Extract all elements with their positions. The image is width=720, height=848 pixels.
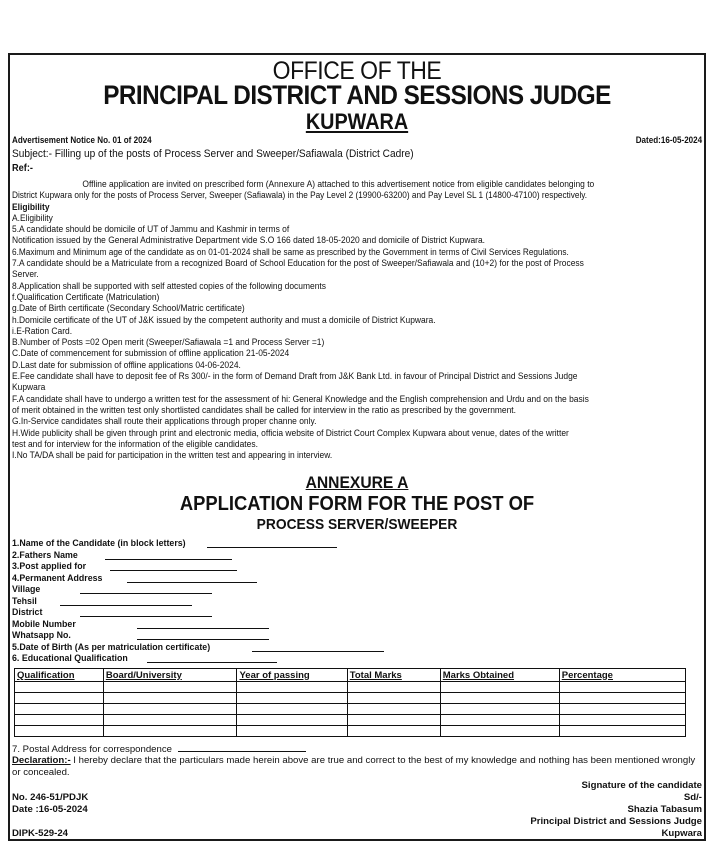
dipk-number: DIPK-529-24 <box>12 828 68 839</box>
notice-body-line: District Kupwara only for the posts of Process Server, Sweeper (Safiawala) in the Pay Level 2 (19900-63200) and Pay Level SL 1 (14800-47100) respectively. <box>12 190 588 202</box>
education-table <box>14 668 686 737</box>
notice-body-line: B.Number of Posts =02 Open merit (Sweeper/Safiawala =1 and Process Server =1) <box>12 337 325 349</box>
table-header-cell: Year of passing <box>237 669 347 682</box>
table-cell[interactable] <box>347 726 440 737</box>
table-row <box>15 704 686 715</box>
sd-mark: Sd/- <box>683 792 702 803</box>
table-cell[interactable] <box>440 682 559 693</box>
postal-address-field[interactable] <box>12 744 306 755</box>
form-field-label: Village <box>12 584 41 595</box>
declaration-label: Declaration:- <box>12 755 71 766</box>
form-field-label: Tehsil <box>12 595 37 607</box>
form-field-blank-line[interactable] <box>60 605 192 606</box>
table-row <box>15 682 686 693</box>
notice-date: Dated:16-05-2024 <box>635 135 702 146</box>
table-cell[interactable] <box>237 693 347 704</box>
notice-body-line: Offline application are invited on prescribed form (Annexure A) attached to this advertisement notice from eligible candidates belonging to <box>82 179 595 190</box>
table-cell[interactable] <box>559 693 685 704</box>
table-cell[interactable] <box>347 715 440 726</box>
table-header-cell: Marks Obtained <box>440 669 559 682</box>
declaration-text: I hereby declare that the particulars made herein above are true and correct to the best of my knowledge and nothing has been mentioned wrongly or concealed. <box>12 755 696 778</box>
officer-title: Principal District and Sessions Judge <box>530 816 702 827</box>
notice-body-line: G.In-Service candidates shall route their applications through proper channe only. <box>12 416 317 428</box>
notice-subject: Subject:- Filling up of the posts of Process Server and Sweeper/Safiawala (District Cadre) <box>12 148 414 160</box>
form-field-blank-line[interactable] <box>80 593 212 594</box>
reference-date: Date :16-05-2024 <box>12 804 88 815</box>
reference-number: No. 246-51/PDJK <box>12 792 89 803</box>
officer-name: Shazia Tabasum <box>627 804 702 815</box>
declaration <box>12 755 702 778</box>
table-row <box>15 715 686 726</box>
table-cell[interactable] <box>559 704 685 715</box>
notice-body-line: test and for interview for the information of the eligible candidates. <box>12 438 258 450</box>
table-header-cell: Board/University <box>103 669 237 682</box>
notice-body-line: f.Qualification Certificate (Matriculation) <box>12 291 160 303</box>
notice-body-line: i.E-Ration Card. <box>12 325 73 337</box>
table-cell[interactable] <box>15 693 104 704</box>
notice-body-line: 7.A candidate should be a Matriculate from a recognized Board of School Education for the post of Sweeper/Safiawala and (10+2) for the post of Process <box>12 258 584 270</box>
table-cell[interactable] <box>559 715 685 726</box>
table-cell[interactable] <box>440 704 559 715</box>
table-cell[interactable] <box>347 682 440 693</box>
form-field-blank-line[interactable] <box>252 651 384 652</box>
form-field-blank-line[interactable] <box>137 639 269 640</box>
notice-body-line: 6.Maximum and Minimum age of the candidate as on 01-01-2024 shall be same as prescribed by the Government in terms of Civil Services Regulations. <box>12 246 569 258</box>
table-row <box>15 726 686 737</box>
table-cell[interactable] <box>103 726 237 737</box>
annexure-title: ANNEXURE A <box>305 473 409 492</box>
form-field-label: 6. Educational Qualification <box>12 653 128 664</box>
table-cell[interactable] <box>440 693 559 704</box>
table-cell[interactable] <box>103 704 237 715</box>
notice-number: Advertisement Notice No. 01 of 2024 <box>12 135 152 146</box>
notice-body-line: g.Date of Birth certificate (Secondary School/Matric certificate) <box>12 303 245 315</box>
form-field-label: 1.Name of the Candidate (in block letters) <box>12 538 186 549</box>
table-cell[interactable] <box>103 682 237 693</box>
notice-body-line: h.Domicile certificate of the UT of J&K issued by the competent authority and must a domicile of District Kupwara. <box>12 314 436 326</box>
table-cell[interactable] <box>440 726 559 737</box>
table-cell[interactable] <box>103 693 237 704</box>
table-row <box>15 693 686 704</box>
notice-ref: Ref:- <box>12 163 33 174</box>
office-of-heading: OFFICE OF THE <box>272 57 442 85</box>
table-cell[interactable] <box>559 682 685 693</box>
form-subtitle: PROCESS SERVER/SWEEPER <box>256 516 458 533</box>
table-cell[interactable] <box>440 715 559 726</box>
postal-address-line[interactable] <box>178 751 306 752</box>
form-field-blank-line[interactable] <box>207 547 337 548</box>
table-cell[interactable] <box>15 715 104 726</box>
notice-body-line: Server. <box>12 269 39 281</box>
table-cell[interactable] <box>347 704 440 715</box>
notice-body-line: of merit obtained in the written test only shortlisted candidates shall be called for interview in the ratio as prescribed by the government. <box>12 404 517 416</box>
form-field-blank-line[interactable] <box>137 628 269 629</box>
notice-body-line: D.Last date for submission of offline applications 04-06-2024. <box>12 359 241 371</box>
signature-label: Signature of the candidate <box>581 780 702 791</box>
notice-body-line: 8.Application shall be supported with self attested copies of the following documents <box>12 280 326 292</box>
notice-body-line: F.A candidate shall have to undergo a written test for the assessment of hi: General Knowledge and the English comprehension and Urdu and on the basis <box>12 393 589 405</box>
table-cell[interactable] <box>237 704 347 715</box>
table-header-cell: Total Marks <box>347 669 440 682</box>
form-field-label: 5.Date of Birth (As per matriculation certificate) <box>12 641 211 653</box>
table-cell[interactable] <box>15 682 104 693</box>
notice-body-line: C.Date of commencement for submission of offline application 21-05-2024 <box>12 348 290 360</box>
form-field-label: 2.Fathers Name <box>12 549 78 561</box>
notice-body-line: E.Fee candidate shall have to deposit fee of Rs 300/- in the form of Demand Draft from J&K Bank Ltd. in favour of Principal District and Sessions Judge <box>12 371 578 383</box>
form-field-label: 4.Permanent Address <box>12 572 103 584</box>
form-field-label: Mobile Number <box>12 618 76 630</box>
table-header-cell: Qualification <box>15 669 104 682</box>
table-cell[interactable] <box>237 682 347 693</box>
table-cell[interactable] <box>237 715 347 726</box>
form-field-label: District <box>12 607 43 618</box>
notice-body-line: Kupwara <box>12 382 46 394</box>
table-cell[interactable] <box>347 693 440 704</box>
notice-frame <box>8 53 706 841</box>
form-field-label: Whatsapp No. <box>12 630 71 641</box>
officer-place: Kupwara <box>661 828 702 839</box>
table-cell[interactable] <box>237 726 347 737</box>
office-title: PRINCIPAL DISTRICT AND SESSIONS JUDGE <box>103 80 611 110</box>
table-cell[interactable] <box>103 715 237 726</box>
district-title: KUPWARA <box>305 109 409 134</box>
table-cell[interactable] <box>559 726 685 737</box>
form-field-label: 3.Post applied for <box>12 561 87 572</box>
notice-body-line: A.Eligibility <box>12 212 53 224</box>
form-field-blank-line[interactable] <box>110 570 237 571</box>
table-cell[interactable] <box>15 726 104 737</box>
form-field-blank-line[interactable] <box>147 662 277 663</box>
notice-body <box>12 179 702 461</box>
form-field-blank-line[interactable] <box>105 559 232 560</box>
postal-address-label: 7. Postal Address for correspondence <box>12 744 172 755</box>
notice-body-line: Eligibility <box>12 201 50 213</box>
form-field-blank-line[interactable] <box>127 582 257 583</box>
notice-body-line: 5.A candidate should be domicile of UT of Jammu and Kashmir in terms of <box>12 224 290 236</box>
notice-body-line: I.No TA/DA shall be paid for participation in the written test and appearing in interview. <box>12 450 333 462</box>
notice-body-line: Notification issued by the General Administrative Department vide S.O 166 dated 18-05-2020 and domicile of District Kupwara. <box>12 235 486 247</box>
table-header-cell: Percentage <box>559 669 685 682</box>
form-title: APPLICATION FORM FOR THE POST OF <box>179 493 535 515</box>
notice-body-line: H.Wide publicity shall be given through print and electronic media, officia website of District Court Complex Kupwara about venue, dates of the writter <box>12 427 569 439</box>
table-cell[interactable] <box>15 704 104 715</box>
form-field-blank-line[interactable] <box>80 616 212 617</box>
